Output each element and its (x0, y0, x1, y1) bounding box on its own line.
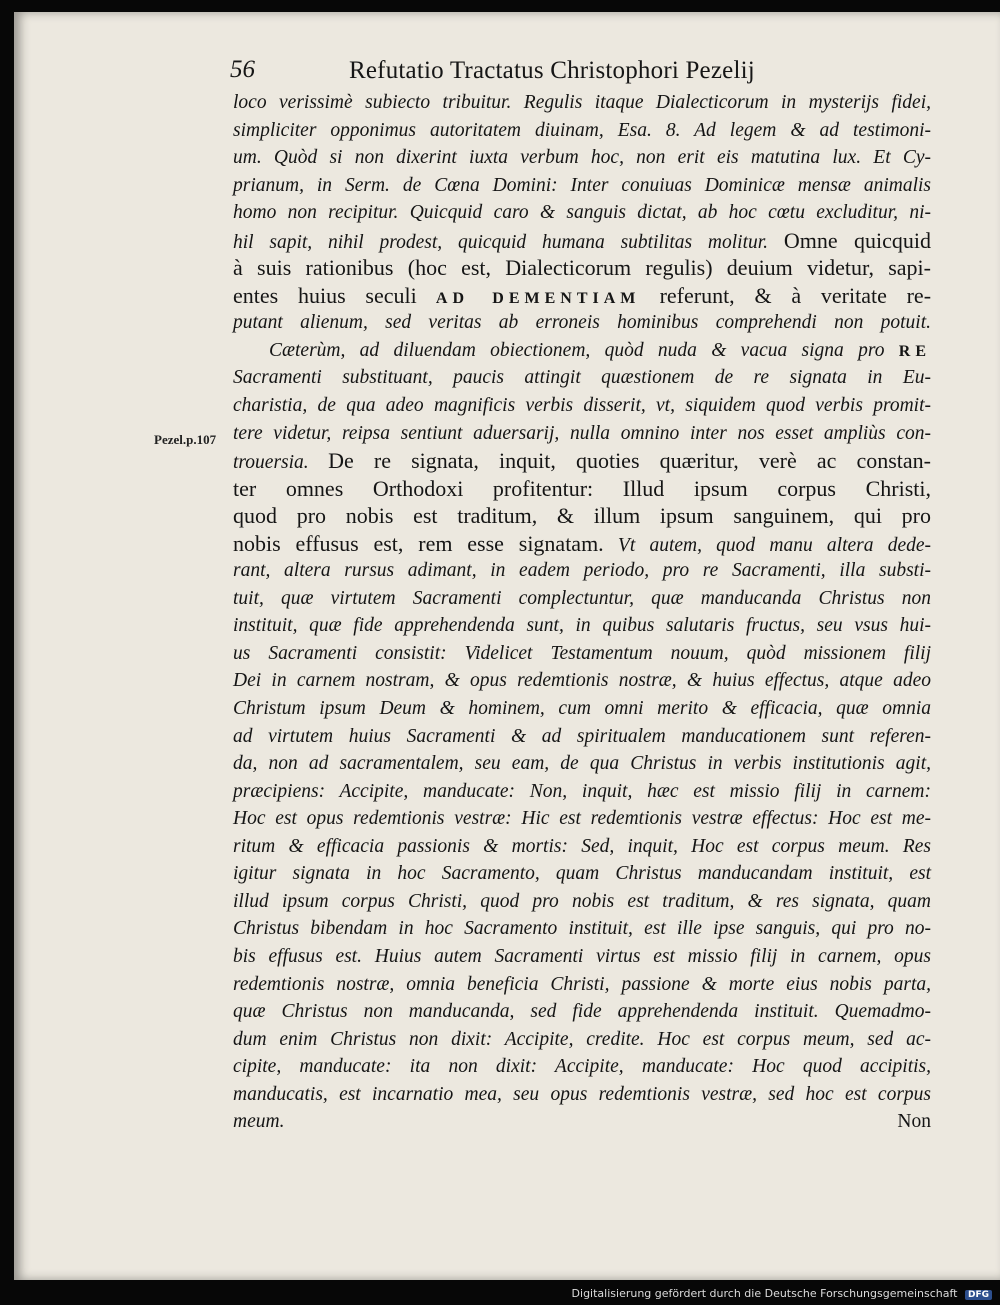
text-line: prianum, in Serm. de Cœna Domini: Inter conuiuas Dominicæ mensæ animalis (233, 174, 931, 196)
dfg-logo-icon: DFG (965, 1290, 992, 1300)
text-line: entes huius seculi AD DEMENTIAM referunt, & à veritate re- (233, 282, 932, 308)
text-line: Hoc est opus redemtionis vestræ: Hic est redemtionis vestræ effectus: Hoc est me- (233, 808, 931, 830)
text-line: redemtionis nostræ, omnia beneficia Christi, passione & morte eius nobis parta, (233, 973, 931, 995)
text-line: ter omnes Orthodoxi profitentur: Illud ipsum corpus Christi, (233, 475, 931, 501)
text-line: loco verissimè subiecto tribuitur. Regulis itaque Dialecticorum in mysterijs fidei, (233, 92, 931, 113)
text-line: quod pro nobis est traditum, & illum ipsum sanguinem, qui pro (233, 503, 931, 529)
text-line: Christum ipsum Deum & hominem, cum omni merito & efficacia, quæ omnia (233, 698, 931, 720)
text-line: us Sacramenti consistit: Videlicet Testamentum nouum, quòd missionem filij (233, 642, 931, 664)
body-text (233, 89, 931, 1136)
catchword: Non (897, 1111, 931, 1133)
text-line: meum. Non (233, 1108, 931, 1136)
text-line: homo non recipitur. Quicquid caro & sanguis dictat, ab hoc cœtu excluditur, ni- (233, 202, 931, 224)
text-line: ritum & efficacia passionis & mortis: Sed, inquit, Hoc est corpus meum. Res (233, 835, 931, 857)
text-line: Dei in carnem nostram, & opus redemtionis nostræ, & huius effectus, atque adeo (233, 670, 931, 692)
text-line: instituit, quæ fide apprehendenda sunt, in quibus salutaris fructus, seu vsus hui- (233, 615, 931, 637)
text-line: manducatis, est incarnatio mea, seu opus redemtionis vestræ, sed hoc est corpus (233, 1083, 931, 1105)
book-page (14, 12, 1000, 1280)
text-line: Christus bibendam in hoc Sacramento instituit, est ille ipse sanguis, qui pro no- (233, 918, 931, 940)
digitization-credit (572, 1287, 992, 1300)
text-line: rant, altera rursus adimant, in eadem periodo, pro re Sacramenti, illa substi- (233, 560, 931, 582)
text-line: Sacramenti substituant, paucis attingit quæstionem de re signata in Eu- (233, 367, 931, 389)
text-line: bis effusus est. Huius autem Sacramenti virtus est missio filij in carnem, opus (233, 945, 931, 967)
margin-note: Pezel.p.107 (154, 432, 217, 447)
text-line: igitur signata in hoc Sacramento, quam Christus manducandam instituit, est (233, 863, 931, 885)
text-line: illud ipsum corpus Christi, quod pro nobis est traditum, & res signata, quam (233, 890, 931, 912)
text-line: da, non ad sacramentalem, seu eam, de qua Christus in verbis institutionis agit, (233, 753, 931, 775)
text-line: ad virtutem huius Sacramenti & ad spiritualem manducationem sunt referen- (233, 725, 931, 747)
text-line: quæ Christus non manducanda, sed fide apprehendenda instituit. Quemadmo- (233, 1001, 931, 1023)
text-line: à suis rationibus (hoc est, Dialecticorum regulis) deuium videtur, sapi- (233, 255, 931, 281)
text-line: tuit, quæ virtutem Sacramenti complectuntur, quæ manducanda Christus non (233, 587, 931, 609)
text-line: charistia, de qua adeo magnificis verbis disserit, vt, siquidem quod verbis promit- (233, 395, 931, 417)
text-line: nobis effusus est, rem esse signatam. Vt autem, quod manu altera dede- (233, 530, 932, 556)
text-line: tere videtur, reipsa sentiunt aduersarij, nulla omnino inter nos esset ampliùs con- (233, 422, 931, 444)
text-line: hil sapit, nihil prodest, quicquid humana subtilitas molitur. Omne quicquid (233, 227, 932, 253)
text-line: cipite, manducate: ita non dixit: Accipite, manducate: Hoc quod accipitis, (233, 1056, 931, 1078)
text-line: putant alienum, sed veritas ab erroneis hominibus comprehendi non potuit. (233, 312, 931, 334)
text-line: um. Quòd si non dixerint iuxta verbum hoc, non erit eis matutina lux. Et Cy- (233, 147, 931, 169)
page-number: 56 (230, 56, 255, 83)
running-title: Refutatio Tractatus Christophori Pezelij (349, 57, 755, 84)
text-line: simpliciter opponimus autoritatem diuinam, Esa. 8. Ad legem & ad testimoni- (233, 119, 931, 141)
text-line: trouersia. De re signata, inquit, quoties quæritur, verè ac constan- (233, 448, 932, 474)
text-line: Cæterùm, ad diluendam obiectionem, quòd nuda & vacua signa pro RE (269, 339, 932, 361)
text-line: præcipiens: Accipite, manducate: Non, inquit, hæc est missio filij in carnem: (233, 780, 931, 802)
credit-text: Digitalisierung gefördert durch die Deutsche Forschungsgemeinschaft (571, 1287, 958, 1300)
text-line: dum enim Christus non dixit: Accipite, credite. Hoc est corpus meum, sed ac- (233, 1028, 931, 1050)
